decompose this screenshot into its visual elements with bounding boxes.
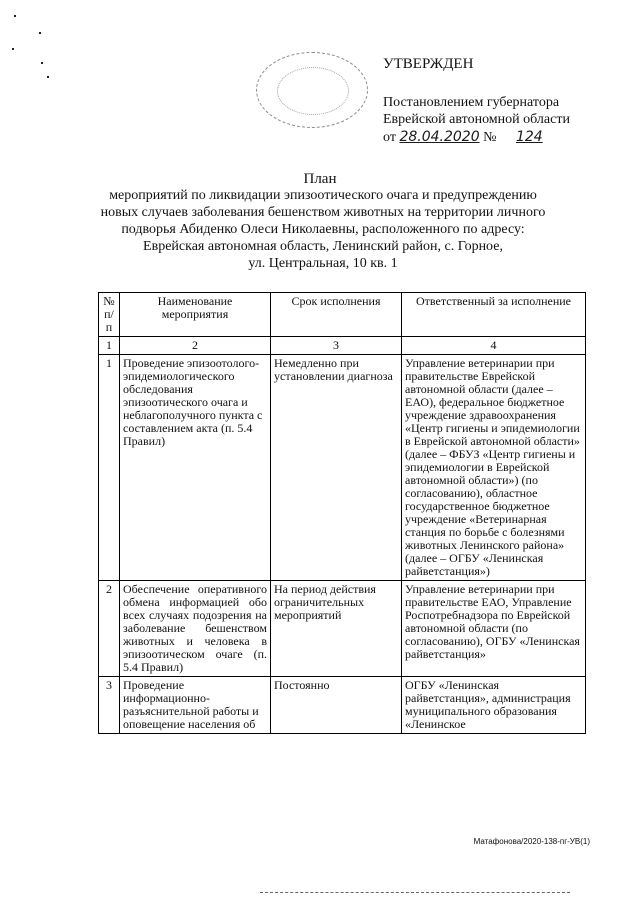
- scan-speck: [41, 62, 43, 64]
- row-activity: Проведение информационно-разъяснительной работы и оповещение населения об: [120, 677, 271, 734]
- approval-number-label: №: [483, 130, 497, 145]
- plan-subtitle-line: ул. Центральная, 10 кв. 1: [248, 256, 398, 271]
- approval-date-prefix: от: [383, 130, 396, 145]
- row-activity: Обеспечение оперативного обмена информацией обо всех случаях подозрения на заболевание бешенством животных и человека в эпизоотическом очаге (п. 5.4 Правил): [120, 581, 271, 677]
- header-num: № п/п: [99, 293, 120, 337]
- approval-line-1: Постановлением губернатора: [383, 95, 560, 110]
- plan-subtitle-line: мероприятий по ликвидации эпизоотического очага и предупреждению: [109, 188, 537, 203]
- document-code: Матафонова/2020-138-пг-УВ(1): [473, 837, 590, 846]
- row-num: 1: [99, 355, 120, 581]
- plan-subtitle-line: новых случаев заболевания бешенством животных на территории личного: [100, 205, 546, 220]
- numbering-cell: 2: [120, 337, 271, 355]
- scan-speck: [14, 15, 16, 17]
- row-term: Постоянно: [271, 677, 402, 734]
- plan-title: План: [303, 171, 337, 187]
- numbering-cell: 1: [99, 337, 120, 355]
- numbering-cell: 3: [271, 337, 402, 355]
- approval-date-value: 28.04.2020: [399, 129, 480, 145]
- row-term: Немедленно при установлении диагноза: [271, 355, 402, 581]
- plan-subtitle-line: Еврейская автономная область, Ленинский район, с. Горное,: [143, 239, 503, 254]
- header-activity: Наименование мероприятия: [120, 293, 271, 337]
- row-responsible: Управление ветеринарии при правительстве ЕАО, Управление Роспотребнадзора по Еврейской автономной области (по согласованию), ОГБУ «Ленинская райветстанция»: [402, 581, 586, 677]
- approval-number-value: 124: [515, 129, 543, 145]
- row-num: 3: [99, 677, 120, 734]
- table-row: [99, 677, 586, 734]
- approval-title: УТВЕРЖДЕН: [383, 56, 474, 72]
- header-responsible: Ответственный за исполнение: [402, 293, 586, 337]
- official-seal: [256, 52, 368, 128]
- header-term: Срок исполнения: [271, 293, 402, 337]
- scan-speck: [12, 48, 14, 50]
- table-row: [99, 355, 586, 581]
- table-row: [99, 581, 586, 677]
- row-responsible: Управление ветеринарии при правительстве Еврейской автономной области (далее – ЕАО), федеральное бюджетное учреждение здравоохранения «Центр гигиены и эпидемиологии в Еврейской автономной области» (далее – ФБУЗ «Центр гигиены и эпидемиологии в Еврейской автономной области») (по согласованию), областное государственное бюджетное учреждение «Ветеринарная станция по борьбе с болезнями животных Ленинского района» (далее – ОГБУ «Ленинская райветстанция»): [402, 355, 586, 581]
- page-edge-line: [260, 892, 570, 894]
- scan-speck: [39, 32, 41, 34]
- row-responsible: ОГБУ «Ленинская райветстанция», администрация муниципального образования «Ленинское: [402, 677, 586, 734]
- row-num: 2: [99, 581, 120, 677]
- numbering-cell: 4: [402, 337, 586, 355]
- plan-subtitle: [88, 187, 558, 272]
- plan-table: [98, 292, 586, 734]
- plan-subtitle-line: подворья Абиденко Олеси Николаевны, расположенного по адресу:: [121, 222, 525, 237]
- row-term: На период действия ограничительных мероприятий: [271, 581, 402, 677]
- approval-date-line: [383, 129, 559, 146]
- approval-line-2: Еврейской автономной области: [383, 112, 570, 127]
- row-activity: Проведение эпизоотолого-эпидемиологического обследования эпизоотического очага и неблагополучного пункта с составлением акта (п. 5.4 Правил): [120, 355, 271, 581]
- table-header-row: [99, 293, 586, 337]
- scan-speck: [47, 76, 49, 78]
- table-numbering-row: [99, 337, 586, 355]
